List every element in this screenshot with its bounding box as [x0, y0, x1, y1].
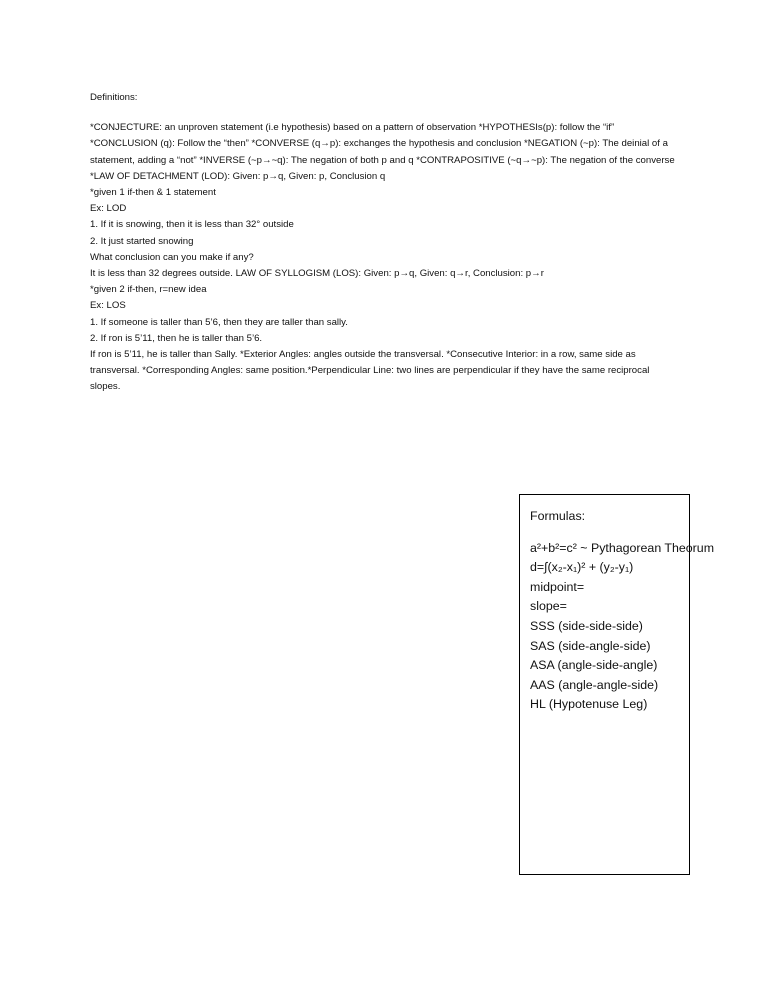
text-line: 2. If ron is 5’11, then he is taller than 5’6.: [90, 332, 263, 344]
formulas-box: [519, 494, 715, 875]
text-line: 1. If someone is taller than 5’6, then they are taller than sally.: [90, 316, 348, 328]
text-line: 1. If it is snowing, then it is less than 32° outside: [90, 219, 294, 231]
text-line: What conclusion can you make if any?: [90, 251, 254, 263]
formula-item: SAS (side-angle-side): [530, 638, 651, 653]
definitions-heading: Definitions:: [90, 92, 138, 103]
text-line: Ex: LOS: [90, 300, 126, 312]
formula-item: midpoint=: [530, 579, 585, 594]
formula-item: SSS (side-side-side): [530, 618, 643, 633]
text-line: *given 1 if-then & 1 statement: [90, 187, 216, 199]
text-line: 2. It just started snowing: [90, 235, 194, 247]
formula-item: HL (Hypotenuse Leg): [530, 697, 648, 712]
formula-item: slope=: [530, 599, 567, 614]
definitions-paragraph: *CONJECTURE: an unproven statement (i.e hypothesis) based on a pattern of observation *HYPOTHESIs(p): follow the “if” *CONCLUSION (q): Follow the “then” *CONVERSE (q→p): exchanges the hypothesis and conclusion *NEGATION (~p): The deinial of a statement, adding a “not” *INVERSE (~p→~q): The negation of both p and q *CONTRAPOSITIVE (~q→~p): The negation of the converse *LAW OF DETACHMENT (LOD): Given: p→q, Given: p, Conclusion q: [90, 122, 675, 182]
text-line: Ex: LOD: [90, 203, 127, 215]
definitions-section: [90, 90, 680, 396]
formulas-title: Formulas:: [530, 509, 586, 523]
text-line: *given 2 if-then, r=new idea: [90, 284, 207, 296]
definitions-paragraph: If ron is 5’11, he is taller than Sally. *Exterior Angles: angles outside the transversal. *Consecutive Interior: in a row, same side as transversal. *Corresponding Angles: same position.*Perpendicular Line: two lines are perpendicular if they have the same reciprocal slopes.: [90, 349, 650, 393]
text-line: It is less than 32 degrees outside. LAW OF SYLLOGISM (LOS): Given: p→q, Given: q→r, Conclusion: p→r: [90, 268, 544, 280]
formula-item: d=∫(x₂-x₁)² + (y₂-y₁): [530, 560, 634, 575]
formula-item: AAS (angle-angle-side): [530, 677, 659, 692]
formula-item: a²+b²=c² ~ Pythagorean Theorum: [530, 540, 715, 555]
formula-item: ASA (angle-side-angle): [530, 658, 658, 673]
